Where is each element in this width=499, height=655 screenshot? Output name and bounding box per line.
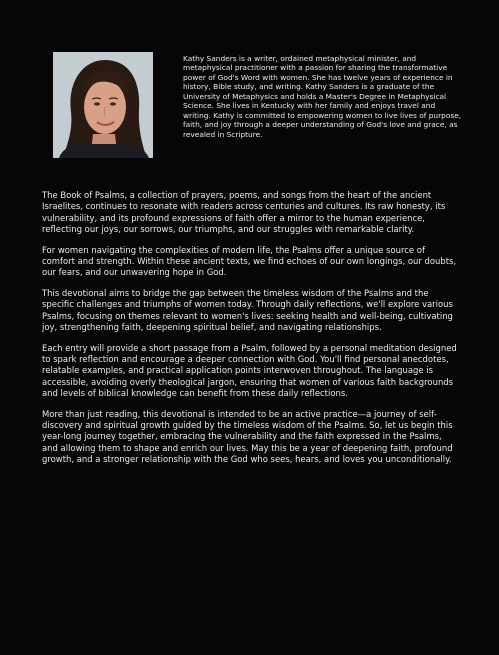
introduction-text (42, 190, 460, 475)
intro-paragraph-2: For women navigating the complexities of modern life, the Psalms offer a unique source of comfort and strength. Within these ancient texts, we find echoes of our own longings, our doubts, our fears, and our unwavering hope in God. (42, 244, 457, 278)
intro-paragraph-5: More than just reading, this devotional is intended to be an active practice—a journey of self-discovery and spiritual growth guided by the timeless wisdom of the Psalms. So, let us begin this year-long journey together, embracing the vulnerability and the faith expressed in the Psalms, and allowing them to shape and enrich our lives. May this be a year of deepening faith, profound growth, and a stronger relationship with the God who sees, hears, and loves you unconditionally. (42, 408, 453, 464)
author-portrait-icon (53, 52, 153, 158)
intro-paragraph-3: This devotional aims to bridge the gap between the timeless wisdom of the Psalms and the specific challenges and triumphs of women today. Through daily reflections, we'll explore various Psalms, focusing on themes relevant to women's lives: seeking health and well-being, cultivating joy, strengthening faith, deepening spiritual belief, and navigating relationships. (42, 288, 453, 332)
author-bio: Kathy Sanders is a writer, ordained metaphysical minister, and metaphysical practitioner with a passion for sharing the transformative power of God's Word with women. She has twelve years of experience in history, Bible study, and writing. Kathy Sanders is a graduate of the University of Metaphysics and holds a Master's Degree in Metaphysical Science. She lives in Kentucky with her family and enjoys travel and writing. Kathy is committed to empowering women to live lives of purpose, faith, and joy through a deeper understanding of God's love and grace, as revealed in Scripture. (183, 54, 462, 139)
intro-paragraph-4: Each entry will provide a short passage from a Psalm, followed by a personal meditation designed to spark reflection and encourage a deeper connection with God. You'll find personal anecdotes, relatable examples, and practical application points interwoven throughout. The language is accessible, avoiding overly theological jargon, ensuring that women of various faith backgrounds and levels of biblical knowledge can benefit from these daily reflections. (42, 342, 457, 398)
intro-paragraph-1: The Book of Psalms, a collection of prayers, poems, and songs from the heart of the ancient Israelites, continues to resonate with readers across centuries and cultures. Its raw honesty, its vulnerability, and its profound expressions of faith offer a mirror to the human experience, reflecting our joys, our sorrows, our triumphs, and our struggles with remarkable clarity. (42, 190, 446, 234)
author-photo (53, 52, 153, 158)
